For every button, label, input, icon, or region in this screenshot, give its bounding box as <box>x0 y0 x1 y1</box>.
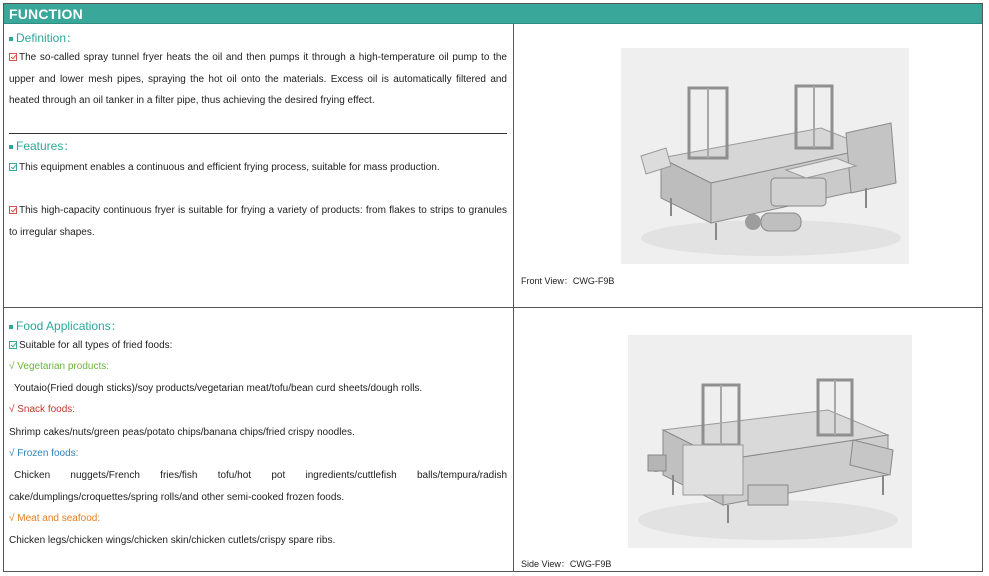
bullet-square-icon <box>9 37 13 41</box>
vegetarian-text: Youtaio(Fried dough sticks)/soy products/vegetarian meat/tofu/bean curd sheets/dough rolls. <box>14 383 423 394</box>
checkbox-icon <box>9 341 17 349</box>
snack-label: √ Snack foods: <box>9 404 76 415</box>
definition-heading: Definition： <box>9 29 78 46</box>
feature-item-1: This equipment enables a continuous and efficient frying process, suitable for mass production. <box>9 157 507 179</box>
feature-item-2: This high-capacity continuous fryer is suitable for frying a variety of products: from flakes to strips to granules to irregular shapes. <box>9 205 507 238</box>
bullet-square-icon <box>9 145 13 149</box>
section-divider <box>9 133 507 134</box>
front-view-cell <box>514 24 982 308</box>
frozen-text-line-1: Chicken nuggets/French fries/fish tofu/hot pot ingredients/cuttlefish balls/tempura/radish <box>14 470 507 481</box>
side-view-fryer-image <box>628 335 912 548</box>
checkbox-icon <box>9 53 17 61</box>
frozen-text-line-2: cake/dumplings/croquettes/spring rolls/and other semi-cooked frozen foods. <box>9 492 345 503</box>
food-applications-cell <box>4 308 514 571</box>
function-sheet <box>3 3 983 572</box>
snack-text: Shrimp cakes/nuts/green peas/potato chips/banana chips/fried crispy noodles. <box>9 427 355 438</box>
meat-seafood-text: Chicken legs/chicken wings/chicken skin/chicken cutlets/crispy spare ribs. <box>9 535 336 546</box>
definition-text: The so-called spray tunnel fryer heats the oil and then pumps it through a high-temperature oil pump to the upper and lower mesh pipes, spraying the hot oil onto the materials. Excess oil is automatically filtered and heated through an oil tanker in a filter pipe, thus achieving the desired frying effect. <box>9 52 507 106</box>
applications-heading: Food Applications： <box>9 317 123 334</box>
meat-seafood-label: √ Meat and seafood: <box>9 513 101 524</box>
side-view-caption: Side View：CWG-F9B <box>521 559 612 569</box>
definition-features-cell <box>4 24 514 308</box>
applications-intro: Suitable for all types of fried foods: <box>9 339 509 353</box>
bullet-square-icon <box>9 325 13 329</box>
frozen-label: √ Frozen foods: <box>9 448 79 459</box>
front-view-caption: Front View：CWG-F9B <box>521 276 615 286</box>
function-banner: FUNCTION <box>4 4 982 24</box>
checkbox-icon <box>9 163 17 171</box>
features-heading: Features： <box>9 137 75 154</box>
vegetarian-label: √ Vegetarian products: <box>9 361 109 372</box>
side-view-cell <box>514 308 982 571</box>
checkbox-icon <box>9 206 17 214</box>
front-view-fryer-image <box>621 48 909 264</box>
